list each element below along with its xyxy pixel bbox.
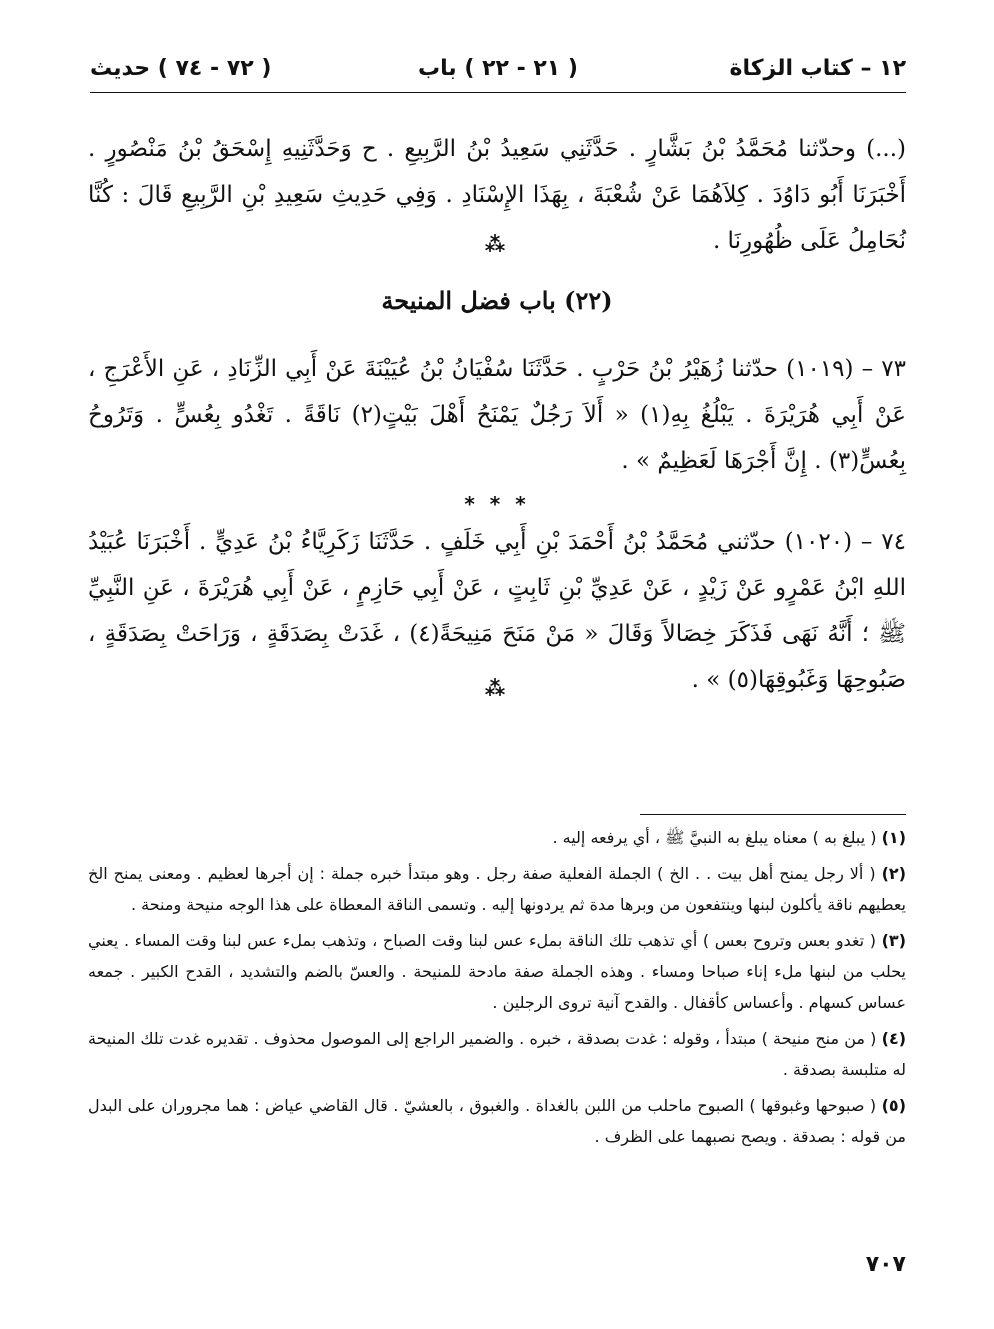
section-separator: * * * — [464, 492, 530, 516]
footnote-number: (٢) — [881, 864, 906, 883]
footnote-text: ( ألا رجل يمنح أهل بيت . . الخ ) الجملة الفعلية صفة رجل . وهو مبتدأ خبره جملة : إن أجرها لعظيم . ومعنى يمنح الخ يعطيهم ناقة يأكلون لبنها وينتفعون من وبرها مدة ثم يردونها إليه . وتسمى الناقة المعطاة على هذا الوجه منيحة ومنحة . — [88, 864, 906, 914]
hadith-paragraph-1: (...) وحدّثنا مُحَمَّدُ بْنُ بَشَّارٍ . حَدَّثَنِي سَعِيدُ بْنُ الرَّبِيعِ . ح وَحَدَّثَنِيهِ إِسْحَقُ بْنُ مَنْصُورٍ . أَخْبَرَنَا أَبُو دَاوُدَ . كِلاَهُمَا عَنْ شُعْبَةَ ، بِهَذَا الإِسْنَادِ . وَفِي حَدِيثِ سَعِيدِ بْنِ الرَّبِيعِ قَالَ : كُنَّا نُحَامِلُ عَلَى ظُهُورِنَا . — [88, 136, 906, 254]
header-hadith-range: ( ٧٢ - ٧٤ ) حديث — [90, 56, 272, 81]
footnote-text: ( صبوحها وغبوقها ) الصبوح ماحلب من اللبن بالغداة . والغبوق ، بالعشيّ . قال القاضي عياض : هما مجروران على البدل من قوله : بصدقة . ويصح نصبهما على الظرف . — [88, 1096, 906, 1146]
footnote — [88, 925, 906, 1018]
footnotes — [88, 822, 906, 1157]
footnote-number: (٤) — [881, 1029, 907, 1048]
footnote-text: ( تغدو بعس وتروح بعس ) أي تذهب تلك الناقة بملء عس لبنا وقت الصباح ، وتذهب بملء عس لبنا وقت المساء . يعني يحلب من لبنها ملء إناء صباحا ومساء . وهذه الجملة صفة مادحة للمنيحة . والعسّ بالضم والتشديد ، القدح الكبير . جمعه عساس كسهام . وأعساس كأقفال . والقدح آنية تروى الرجلين . — [88, 931, 906, 1012]
hadith-paragraph-74: ٧٤ – (١٠٢٠) حدّثني مُحَمَّدُ بْنُ أَحْمَدَ بْنِ أَبِي خَلَفٍ . حَدَّثَنَا زَكَرِيَّاءُ بْنُ عَدِيٍّ . أَخْبَرَنَا عُبَيْدُ اللهِ ابْنُ عَمْرٍو عَنْ زَيْدٍ ، عَنْ عَدِيِّ بْنِ ثَابِتٍ ، عَنْ أَبِي حَازِمٍ ، عَنْ أَبِي هُرَيْرَةَ ، عَنِ النَّبِيِّ ﷺ ؛ أَنَّهُ نَهَى فَذَكَرَ خِصَالاً وَقَالَ « مَنْ مَنَحَ مَنِيحَةً(٤) ، غَدَتْ بِصَدَقَةٍ ، وَرَاحَتْ بِصَدَقَةٍ ، صَبُوحِهَا وَغَبُوقِهَا(٥) » . — [88, 529, 906, 693]
footnote-divider — [640, 814, 906, 815]
section-separator: ⁂ — [484, 676, 510, 700]
footnote-number: (١) — [881, 828, 906, 847]
footnote-number: (٥) — [881, 1096, 906, 1115]
page-number: ٧٠٧ — [865, 1252, 906, 1277]
footnote-number: (٣) — [881, 931, 906, 950]
footnote — [88, 822, 906, 853]
footnote — [88, 1090, 906, 1152]
footnote-text: ( يبلغ به ) معناه يبلغ به النبيَّ ﷺ ، أي يرفعه إليه . — [552, 828, 877, 847]
chapter-title: (٢٢) باب فضل المنيحة — [381, 286, 613, 315]
footnote-text: ( من منح منيحة ) مبتدأ ، وقوله : غدت بصدقة ، خبره . والضمير الراجع إلى الموصول محذوف . تقديره غدت تلك المنيحة له متلبسة بصدقة . — [88, 1029, 906, 1079]
header-book-title: ١٢ – كتاب الزكاة — [729, 56, 906, 81]
footnote — [88, 1023, 906, 1085]
running-header — [90, 52, 906, 93]
footnote — [88, 858, 906, 920]
hadith-paragraph-73: ٧٣ – (١٠١٩) حدّثنا زُهَيْرُ بْنُ حَرْبٍ . حَدَّثَنَا سُفْيَانُ بْنُ عُيَيْنَةَ عَنْ أَبِي الزِّنَادِ ، عَنِ الأَعْرَجِ ، عَنْ أَبِي هُرَيْرَةَ . يَبْلُغُ بِهِ(١) « أَلاَ رَجُلٌ يَمْنَحُ أَهْلَ بَيْتٍ(٢) نَاقَةً . تَغْدُو بِعُسٍّ . وَتَرُوحُ بِعُسٍّ(٣) . إِنَّ أَجْرَهَا لَعَظِيمٌ » . — [88, 356, 906, 474]
section-separator: ⁂ — [484, 232, 510, 256]
header-chapter-range: ( ٢١ - ٢٢ ) باب — [418, 56, 578, 81]
